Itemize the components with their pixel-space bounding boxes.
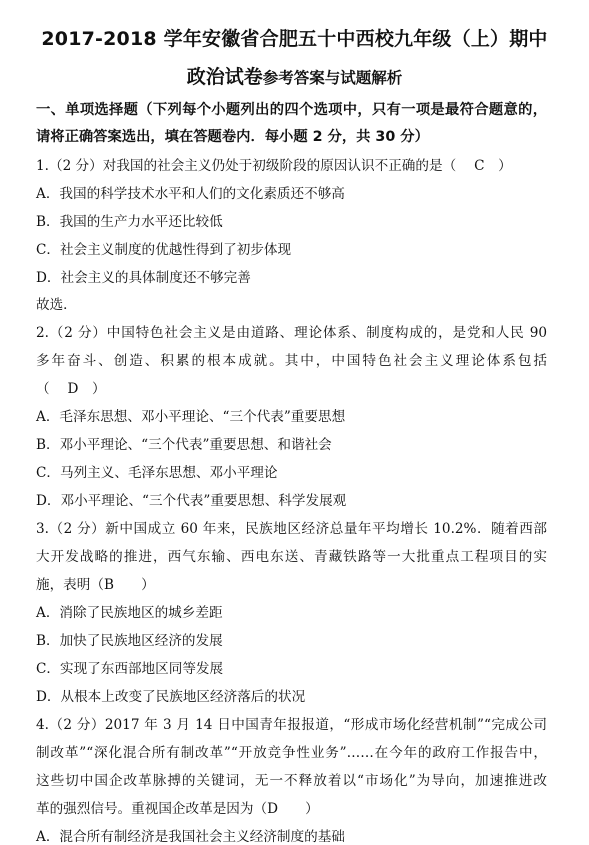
title-subtitle: 参考答案与试题解析 bbox=[262, 69, 403, 87]
document-title-line1: 2017-2018 学年安徽省合肥五十中西校九年级（上）期中 bbox=[41, 28, 548, 50]
q2-option-a: A．毛泽东思想、邓小平理论、“三个代表”重要思想 bbox=[36, 409, 346, 425]
section-heading-line2: 请将正确答案选出，填在答题卷内．每小题 2 分，共 30 分） bbox=[36, 129, 429, 145]
q3-stem-line3: 施，表明（B ） bbox=[36, 577, 155, 593]
q1-option-d: D．社会主义的具体制度还不够完善 bbox=[36, 270, 251, 286]
q3-option-c: C．实现了东西部地区同等发展 bbox=[36, 661, 224, 677]
document-title-line2 bbox=[0, 62, 589, 89]
q3-option-b: B．加快了民族地区经济的发展 bbox=[36, 633, 223, 649]
q2-option-c: C．马列主义、毛泽东思想、邓小平理论 bbox=[36, 465, 278, 481]
q1-note: 故选． bbox=[36, 297, 77, 313]
title-subject: 政治试卷 bbox=[186, 66, 263, 88]
q2-option-d: D．邓小平理论、“三个代表”重要思想、科学发展观 bbox=[36, 493, 347, 509]
q4-stem-line3: 这些切中国企改革脉搏的关键词，无一不释放着以“市场化”为导向，加速推进改 bbox=[36, 773, 547, 789]
q1-stem: 1.（2 分）对我国的社会主义仍处于初级阶段的原因认识不正确的是（ C ） bbox=[36, 158, 512, 174]
q4-option-a: A．混合所有制经济是我国社会主义经济制度的基础 bbox=[36, 829, 345, 845]
q4-stem-line2: 制改革”“深化混合所有制改革”“开放竞争性业务”……在今年的政府工作报告中， bbox=[36, 745, 547, 761]
q3-stem-line1: 3.（2 分）新中国成立 60 年来，民族地区经济总量年平均增长 10.2%．随着西部 bbox=[36, 521, 547, 537]
q3-stem-line2: 大开发战略的推进，西气东输、西电东送、青藏铁路等一大批重点工程项目的实 bbox=[36, 549, 547, 565]
q2-stem-line1: 2.（2 分）中国特色社会主义是由道路、理论体系、制度构成的，是党和人民 90 bbox=[36, 325, 547, 341]
q4-stem-line1: 4.（2 分）2017 年 3 月 14 日中国青年报报道，“形成市场化经营机制”“完成公司 bbox=[36, 717, 547, 733]
q3-option-d: D．从根本上改变了民族地区经济落后的状况 bbox=[36, 689, 306, 705]
q2-stem-line3: （ D ） bbox=[36, 381, 106, 397]
q1-option-b: B．我国的生产力水平还比较低 bbox=[36, 214, 223, 230]
q1-option-c: C．社会主义制度的优越性得到了初步体现 bbox=[36, 242, 292, 258]
q3-option-a: A．消除了民族地区的城乡差距 bbox=[36, 605, 223, 621]
q2-stem-line2: 多年奋斗、创造、积累的根本成就。其中，中国特色社会主义理论体系包括 bbox=[36, 353, 547, 369]
q2-option-b: B．邓小平理论、“三个代表”重要思想、和谐社会 bbox=[36, 437, 332, 453]
q1-option-a: A．我国的科学技术水平和人们的文化素质还不够高 bbox=[36, 186, 345, 202]
section-heading-line1: 一、单项选择题（下列每个小题列出的四个选项中，只有一项是最符合题意的， bbox=[36, 102, 547, 118]
q4-stem-line4: 革的强烈信号。重视国企改革是因为（D ） bbox=[36, 801, 319, 817]
